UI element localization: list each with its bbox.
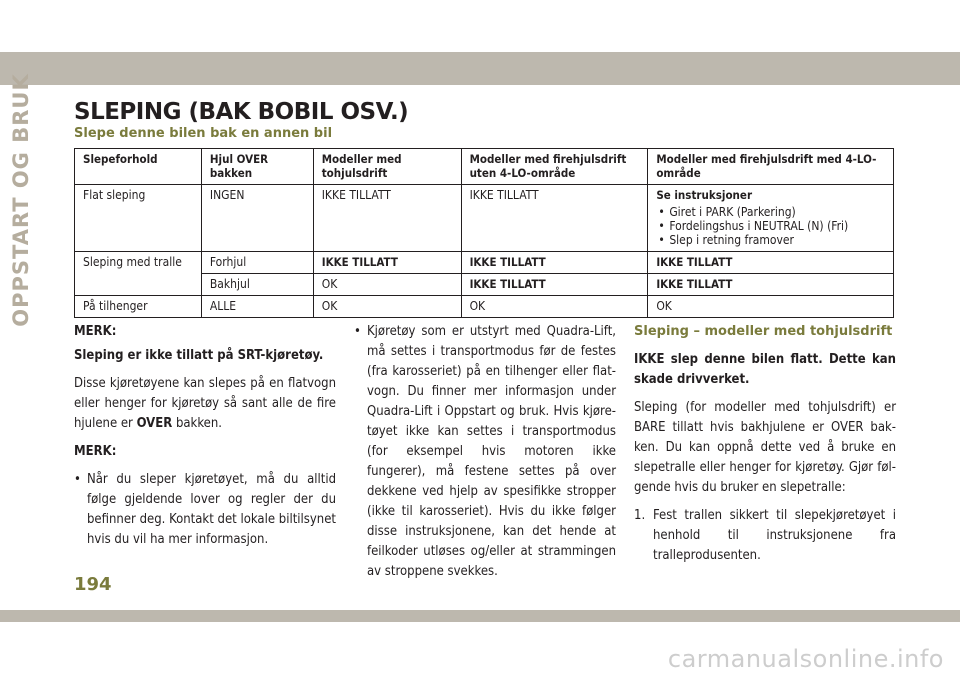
table-cell: IKKE TILLATT (461, 274, 648, 296)
table-cell: IKKE TILLATT (461, 185, 648, 252)
table-cell: Bakhjul (201, 274, 313, 296)
page-subtitle: Slepe denne bilen bak en annen bil (74, 126, 333, 141)
table-cell: ALLE (201, 296, 313, 318)
table-cell: IKKE TILLATT (313, 252, 461, 274)
table-cell: Flat sleping (75, 185, 202, 252)
table-header-row (75, 149, 894, 185)
table-cell-instructions (648, 185, 894, 252)
section-side-label (3, 73, 39, 327)
step-text: Fest trallen sikkert til slepekjøretøyet i henhold til instruksjonene fra tralleprodusenten. (653, 508, 896, 563)
side-label-text: OPPSTART OG BRUK (9, 73, 33, 327)
table-cell: Sleping med tralle (75, 252, 202, 296)
table-cell: Forhjul (201, 252, 313, 274)
table-header-cell: Hjul OVER bakken (201, 149, 313, 185)
table-cell: IKKE TILLATT (648, 274, 894, 296)
table-cell: IKKE TILLATT (648, 252, 894, 274)
instructions-title: Se instruksjoner (656, 188, 753, 202)
note-label: MERK: (74, 444, 117, 459)
paragraph-bold: OVER (136, 416, 173, 431)
paragraph: Sleping (for modeller med tohjulsdrift) er BARE tillatt hvis bakhjulene er OVER bak-ken. Du kan oppnå dette ved å bruke en slepetralle eller henger for kjøretøy. Gjør føl-gende hvis du bruker en slepetralle: (634, 400, 896, 495)
table-header-cell: Modeller med firehjulsdrift med 4-LO-område (648, 149, 894, 185)
table-row (75, 296, 894, 318)
table-cell: IKKE TILLATT (313, 185, 461, 252)
footer-band (0, 610, 960, 622)
table-header-cell: Modeller med tohjulsdrift (313, 149, 461, 185)
table-cell: OK (313, 274, 461, 296)
table-cell: IKKE TILLATT (461, 252, 648, 274)
list-item: • Fordelingshus i NEUTRAL (N) (Fri) (656, 219, 893, 233)
table-row (75, 185, 894, 252)
warning-text: IKKE slep denne bilen flatt. Dette kan skade drivverket. (634, 352, 896, 387)
paragraph-text: Disse kjøretøyene kan slepes på en flatvogn eller henger for kjøretøy så sant alle de fire hjulene er (74, 376, 336, 431)
text-column-right (634, 322, 896, 566)
page-title: SLEPING (BAK BOBIL OSV.) (74, 99, 409, 125)
table-cell: INGEN (201, 185, 313, 252)
paragraph-text: bakken. (175, 416, 222, 431)
table-row (75, 252, 894, 274)
section-heading: Sleping – modeller med tohjulsdrift (634, 324, 893, 339)
table-cell: OK (313, 296, 461, 318)
watermark: carmanualsonline.info (667, 645, 944, 673)
note-label: MERK: (74, 324, 117, 339)
table-cell: OK (461, 296, 648, 318)
table-header-cell: Slepeforhold (75, 149, 202, 185)
instructions-list (656, 205, 893, 247)
text-column-left (74, 322, 336, 558)
table-cell: OK (648, 296, 894, 318)
paragraph (74, 374, 336, 434)
note-text: Sleping er ikke tillatt på SRT-kjøretøy. (74, 348, 324, 363)
step-number: 1. (634, 508, 646, 523)
towing-table (74, 148, 894, 318)
list-item: • Giret i PARK (Parkering) (656, 205, 893, 219)
bullet-item: • Når du sleper kjøretøyet, må du alltid følge gjeldende lover og regler der du befinner deg. Kontakt det lokale biltilsynet hvis du vil ha mer informasjon. (74, 470, 336, 550)
page-number: 194 (74, 574, 112, 595)
numbered-step (634, 506, 896, 566)
header-band (0, 52, 960, 85)
list-item: • Slep i retning framover (656, 233, 893, 247)
table-header-cell: Modeller med firehjulsdrift uten 4-LO-område (461, 149, 648, 185)
text-column-middle (354, 322, 616, 590)
table-cell: På tilhenger (75, 296, 202, 318)
bullet-item: • Kjøretøy som er utstyrt med Quadra-Lift, må settes i transportmodus før de festes (fra karosseriet) på en tilhenger eller flat-vogn. Du finner mer informasjon under Quadra-Lift i Oppstart og bruk. Hvis kjøre-tøyet ikke kan settes i transportmodus (for eksempel hvis motoren ikke fungerer), må festene settes på over dekkene ved hjelp av spesifikke stropper (ikke til karosseriet). Hvis du ikke følger disse instruksjonene, kan det hende at feilkoder utløses og/eller at strammingen av stroppene svekkes. (354, 322, 616, 582)
